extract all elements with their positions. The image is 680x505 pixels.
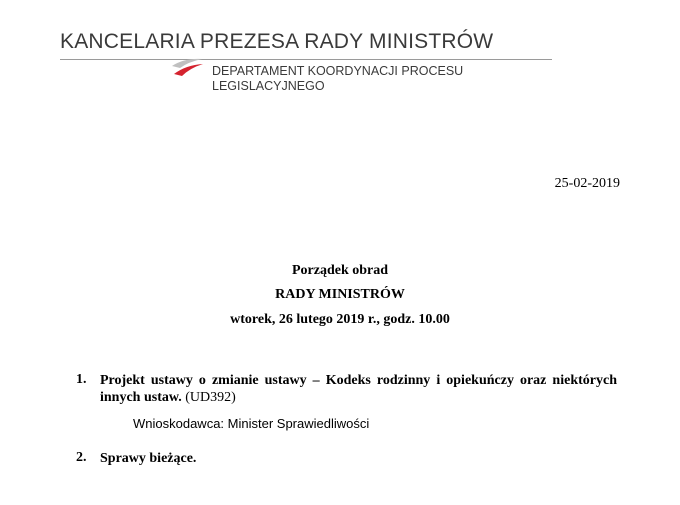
agenda-item-1-proposer: Wnioskodawca: Minister Sprawiedliwości <box>133 416 370 431</box>
agenda-item-1-code: (UD392) <box>185 390 236 405</box>
meeting-datetime: wtorek, 26 lutego 2019 r., godz. 10.00 <box>230 312 450 327</box>
agenda-item-2-number: 2. <box>76 450 87 465</box>
header-divider <box>60 59 552 60</box>
agenda-item-1-title-line1: Projekt ustawy o zmianie ustawy – Kodeks rodzinny i opiekuńczy oraz niektórych <box>100 373 617 388</box>
agenda-item-1-title-end: innych ustaw. <box>100 390 182 405</box>
agenda-item-2-title: Sprawy bieżące. <box>100 451 197 466</box>
government-logo-icon <box>170 56 204 78</box>
header-title: KANCELARIA PREZESA RADY MINISTRÓW <box>60 30 494 53</box>
agenda-title: Porządek obrad <box>291 263 389 278</box>
document-date: 25-02-2019 <box>554 176 620 191</box>
agenda-item-1-number: 1. <box>76 372 87 387</box>
council-name: RADY MINISTRÓW <box>275 287 405 302</box>
agenda-item-1-title-line2 <box>100 389 617 406</box>
department-name-line2: LEGISLACYJNEGO <box>212 79 325 93</box>
department-name-line1: DEPARTAMENT KOORDYNACJI PROCESU <box>212 64 464 78</box>
